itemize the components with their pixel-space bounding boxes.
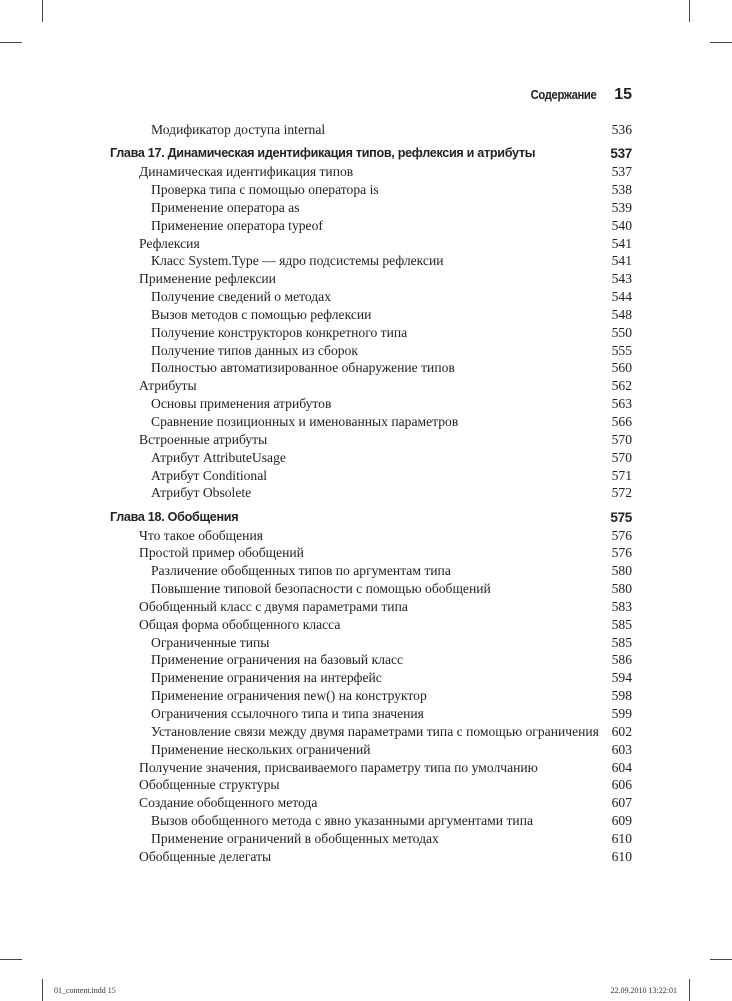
entry-title: Модификатор доступа internal xyxy=(151,122,326,137)
entry-page: 537 xyxy=(610,146,632,162)
entry-page: 603 xyxy=(611,741,632,757)
entry-page: 566 xyxy=(611,414,632,429)
entry-page: 604 xyxy=(611,759,632,775)
entry-title: Ограниченные типы xyxy=(151,634,270,650)
chapter-entry xyxy=(110,145,632,163)
entry-page: 541 xyxy=(611,235,632,251)
entry-title: Установление связи между двумя параметрами типа с помощью ограничения xyxy=(151,723,599,739)
toc-entry xyxy=(110,669,632,687)
entry-title: Применение ограничений в обобщенных методах xyxy=(151,830,439,846)
toc-entry xyxy=(110,687,632,705)
entry-title: Применение ограничения new() на конструктор xyxy=(151,688,427,704)
toc-entry xyxy=(110,580,632,598)
entry-title: Динамическая идентификация типов xyxy=(139,164,354,180)
entry-page: 550 xyxy=(611,324,632,340)
entry-page: 585 xyxy=(611,634,632,650)
entry-title: Получение значения, присваиваемого параметру типа по умолчанию xyxy=(139,759,538,775)
toc-entry xyxy=(110,359,632,377)
entry-title: Встроенные атрибуты xyxy=(139,431,268,447)
entry-page: 609 xyxy=(611,813,632,829)
entry-page: 606 xyxy=(611,777,632,793)
toc-entry xyxy=(110,794,632,812)
toc-entry xyxy=(110,288,632,306)
toc-entry xyxy=(110,562,632,580)
entry-title: Вызов обобщенного метода с явно указанными аргументами типа xyxy=(151,813,533,829)
entry-title: Общая форма обобщенного класса xyxy=(139,616,341,632)
entry-page: 572 xyxy=(611,485,632,501)
entry-page: 586 xyxy=(611,652,632,668)
toc-entry xyxy=(110,431,632,449)
entry-title: Различение обобщенных типов по аргументам типа xyxy=(151,563,451,579)
toc-entry xyxy=(110,270,632,288)
entry-title: Атрибут Obsolete xyxy=(151,485,252,501)
entry-page: 562 xyxy=(611,378,632,394)
running-header xyxy=(527,86,632,104)
entry-title: Основы применения атрибутов xyxy=(151,396,332,412)
toc-entry xyxy=(110,306,632,324)
entry-page: 576 xyxy=(611,527,632,543)
entry-title: Ограничения ссылочного типа и типа значения xyxy=(151,706,424,721)
entry-title: Применение оператора as xyxy=(151,199,300,215)
entry-title: Простой пример обобщений xyxy=(139,545,304,561)
crop-mark xyxy=(42,979,43,1001)
entry-page: 570 xyxy=(611,431,632,447)
entry-title: Атрибут Conditional xyxy=(151,467,268,483)
entry-page: 576 xyxy=(611,545,632,561)
toc-entry xyxy=(110,413,632,431)
entry-page: 548 xyxy=(611,306,632,322)
toc-entry xyxy=(110,812,632,830)
entry-title: Применение ограничения на базовый класс xyxy=(151,652,404,668)
toc-entry xyxy=(110,723,632,741)
entry-page: 610 xyxy=(611,848,632,864)
entry-page: 544 xyxy=(611,289,632,305)
entry-title: Повышение типовой безопасности с помощью обобщений xyxy=(151,581,491,597)
entry-title: Получение типов данных из сборок xyxy=(151,342,358,358)
footer-file: 01_content.indd 15 xyxy=(54,986,116,995)
entry-page: 563 xyxy=(611,396,632,412)
entry-title: Атрибут AttributeUsage xyxy=(151,449,286,465)
entry-title: Применение нескольких ограничений xyxy=(151,741,371,757)
entry-title: Проверка типа с помощью оператора is xyxy=(151,182,379,198)
toc-entry xyxy=(110,651,632,669)
crop-mark xyxy=(710,959,732,960)
toc-entry xyxy=(110,634,632,652)
entry-page: 580 xyxy=(611,563,632,579)
entry-page: 575 xyxy=(610,509,632,525)
entry-page: 537 xyxy=(611,164,632,180)
entry-title: Получение сведений о методах xyxy=(151,289,332,305)
toc-entry xyxy=(110,121,632,139)
crop-mark xyxy=(710,42,732,43)
crop-mark xyxy=(0,42,22,43)
entry-title: Вызов методов с помощью рефлексии xyxy=(151,306,372,322)
entry-page: 543 xyxy=(611,271,632,287)
chapter-entry xyxy=(110,509,632,527)
toc-entry xyxy=(110,705,632,723)
table-of-contents xyxy=(110,121,632,866)
entry-title: Сравнение позиционных и именованных параметров xyxy=(151,414,459,429)
entry-title: Глава 18. Обобщения xyxy=(110,509,239,524)
toc-entry xyxy=(110,199,632,217)
toc-entry xyxy=(110,759,632,777)
crop-mark xyxy=(689,0,690,22)
toc-entry xyxy=(110,377,632,395)
toc-entry xyxy=(110,217,632,235)
entry-page: 541 xyxy=(611,253,632,269)
entry-title: Полностью автоматизированное обнаружение типов xyxy=(151,360,455,376)
toc-entry xyxy=(110,544,632,562)
entry-title: Обобщенные делегаты xyxy=(139,848,272,864)
entry-page: 560 xyxy=(611,360,632,376)
footer-timestamp: 22.09.2010 13:22:01 xyxy=(610,986,677,995)
toc-entry xyxy=(110,741,632,759)
toc-entry xyxy=(110,449,632,467)
crop-mark xyxy=(0,959,22,960)
entry-page: 583 xyxy=(611,598,632,614)
toc-entry xyxy=(110,616,632,634)
entry-title: Применение рефлексии xyxy=(139,271,276,287)
toc-entry xyxy=(110,181,632,199)
entry-page: 607 xyxy=(611,795,632,811)
entry-page: 599 xyxy=(611,706,632,721)
toc-entry xyxy=(110,598,632,616)
crop-mark xyxy=(689,979,690,1001)
toc-entry xyxy=(110,395,632,413)
entry-title: Что такое обобщения xyxy=(139,527,263,543)
page-number: 15 xyxy=(614,86,632,103)
toc-entry xyxy=(110,848,632,866)
entry-page: 594 xyxy=(611,670,632,686)
entry-page: 538 xyxy=(611,182,632,198)
toc-entry xyxy=(110,484,632,502)
entry-title: Применение ограничения на интерфейс xyxy=(151,670,382,686)
entry-page: 610 xyxy=(611,830,632,846)
entry-title: Атрибуты xyxy=(139,378,197,394)
toc-entry xyxy=(110,163,632,181)
entry-page: 571 xyxy=(611,467,632,483)
toc-entry xyxy=(110,467,632,485)
entry-title: Класс System.Type — ядро подсистемы рефлексии xyxy=(151,253,444,269)
toc-entry xyxy=(110,830,632,848)
entry-title: Получение конструкторов конкретного типа xyxy=(151,324,408,340)
entry-page: 585 xyxy=(611,616,632,632)
entry-page: 570 xyxy=(611,449,632,465)
entry-page: 539 xyxy=(611,199,632,215)
entry-title: Обобщенный класс с двумя параметрами типа xyxy=(139,598,408,614)
toc-entry xyxy=(110,235,632,253)
entry-title: Применение оператора typeof xyxy=(151,217,323,233)
entry-page: 580 xyxy=(611,581,632,597)
entry-page: 598 xyxy=(611,688,632,704)
crop-mark xyxy=(42,0,43,22)
toc-entry xyxy=(110,527,632,545)
toc-entry xyxy=(110,776,632,794)
entry-title: Глава 17. Динамическая идентификация типов, рефлексия и атрибуты xyxy=(110,146,536,161)
header-title: Содержание xyxy=(530,88,597,102)
toc-entry xyxy=(110,342,632,360)
entry-page: 540 xyxy=(611,217,632,233)
entry-page: 555 xyxy=(611,342,632,358)
entry-page: 602 xyxy=(611,723,632,739)
entry-title: Создание обобщенного метода xyxy=(139,795,318,811)
toc-entry xyxy=(110,324,632,342)
toc-entry xyxy=(110,252,632,270)
entry-page: 536 xyxy=(611,122,632,137)
entry-title: Рефлексия xyxy=(139,235,200,251)
entry-title: Обобщенные структуры xyxy=(139,777,280,793)
